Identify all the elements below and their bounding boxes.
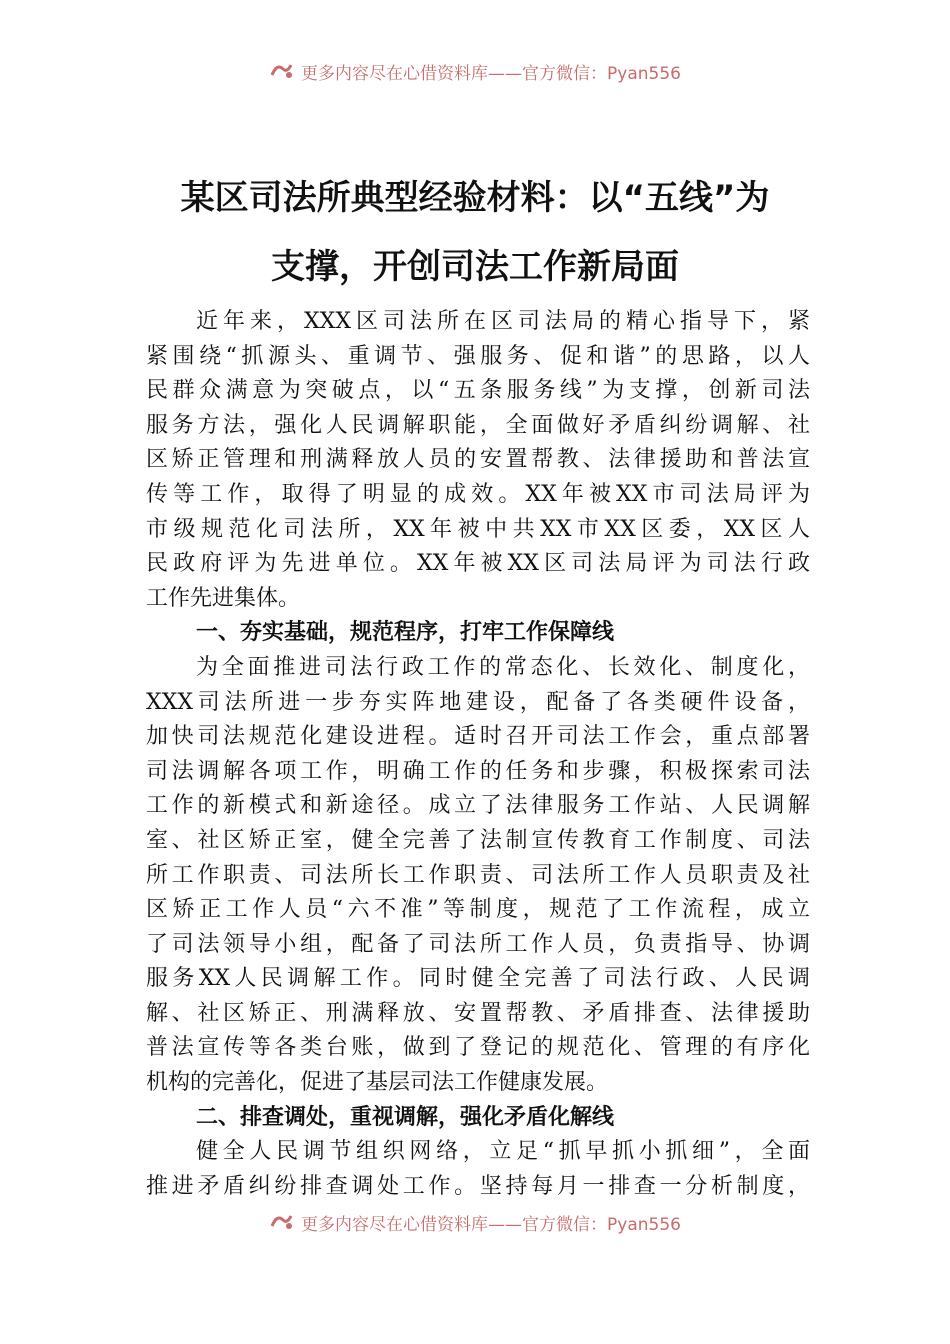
paragraph-line: 服务XX人民调解工作。同时健全完善了司法行政、人民调 [146, 966, 810, 992]
watermark-text: 更多内容尽在心借资料库——官方微信：Pyan556 [301, 63, 681, 84]
paragraph-line: 普法宣传等各类台账，做到了登记的规范化、管理的有序化 [146, 1035, 810, 1061]
paragraph-line: 机构的完善化，促进了基层司法工作健康发展。 [146, 1070, 609, 1096]
paragraph-line: 紧围绕“抓源头、重调节、强服务、促和谐”的思路，以人 [146, 343, 810, 369]
paragraph-line: 民群众满意为突破点，以“五条服务线”为支撑，创新司法 [146, 378, 810, 404]
paragraph-line: 区矫正工作人员“六不准”等制度，规范了工作流程，成立 [146, 897, 810, 923]
paragraph-line: 健全人民调节组织网络，立足“抓早抓小抓细”，全面 [196, 1139, 810, 1165]
section-heading-2: 二、排查调处，重视调解，强化矛盾化解线 [196, 1104, 615, 1130]
document-title-line-1: 某区司法所典型经验材料：以“五线”为 [180, 178, 770, 218]
paragraph-line: 工作先进集体。 [146, 585, 301, 611]
paragraph-line: 市级规范化司法所，XX年被中共XX市XX区委，XX区人 [146, 516, 810, 542]
paragraph-line: 工作的新模式和新途径。成立了法律服务工作站、人民调解 [146, 793, 810, 819]
paragraph-line: 传等工作，取得了明显的成效。XX年被XX市司法局评为 [146, 481, 810, 507]
watermark-logo-icon [269, 61, 295, 81]
document-body [146, 305, 810, 1204]
paragraph-line: XXX司法所进一步夯实阵地建设，配备了各类硬件设备， [146, 689, 810, 715]
paragraph-line: 为全面推进司法行政工作的常态化、长效化、制度化， [196, 654, 810, 680]
paragraph-line: 司法调解各项工作，明确工作的任务和步骤，积极探索司法 [146, 758, 810, 784]
paragraph-line: 室、社区矫正室，健全完善了法制宣传教育工作制度、司法 [146, 827, 810, 853]
watermark-header [0, 58, 950, 84]
paragraph-line: 区矫正管理和刑满释放人员的安置帮教、法律援助和普法宣 [146, 447, 810, 473]
watermark-footer [0, 1209, 950, 1235]
paragraph-line: 民政府评为先进单位。XX年被XX区司法局评为司法行政 [146, 551, 810, 577]
watermark-text: 更多内容尽在心借资料库——官方微信：Pyan556 [301, 1214, 681, 1235]
paragraph-line: 服务方法，强化人民调解职能，全面做好矛盾纠纷调解、社 [146, 412, 810, 438]
paragraph-line: 推进矛盾纠纷排查调处工作。坚持每月一排查一分析制度， [146, 1173, 810, 1199]
paragraph-line: 了司法领导小组，配备了司法所工作人员，负责指导、协调 [146, 931, 810, 957]
paragraph-line: 加快司法规范化建设进程。适时召开司法工作会，重点部署 [146, 724, 810, 750]
document-title-line-2: 支撑，开创司法工作新局面 [271, 247, 679, 287]
watermark-logo-icon [269, 1212, 295, 1232]
paragraph-line: 近年来，XXX区司法所在区司法局的精心指导下，紧 [196, 309, 810, 334]
paragraph-line: 所工作职责、司法所长工作职责、司法所工作人员职责及社 [146, 862, 810, 888]
section-heading-1: 一、夯实基础，规范程序，打牢工作保障线 [196, 620, 615, 646]
paragraph-line: 解、社区矫正、刑满释放、安置帮教、矛盾排查、法律援助 [146, 1000, 810, 1026]
